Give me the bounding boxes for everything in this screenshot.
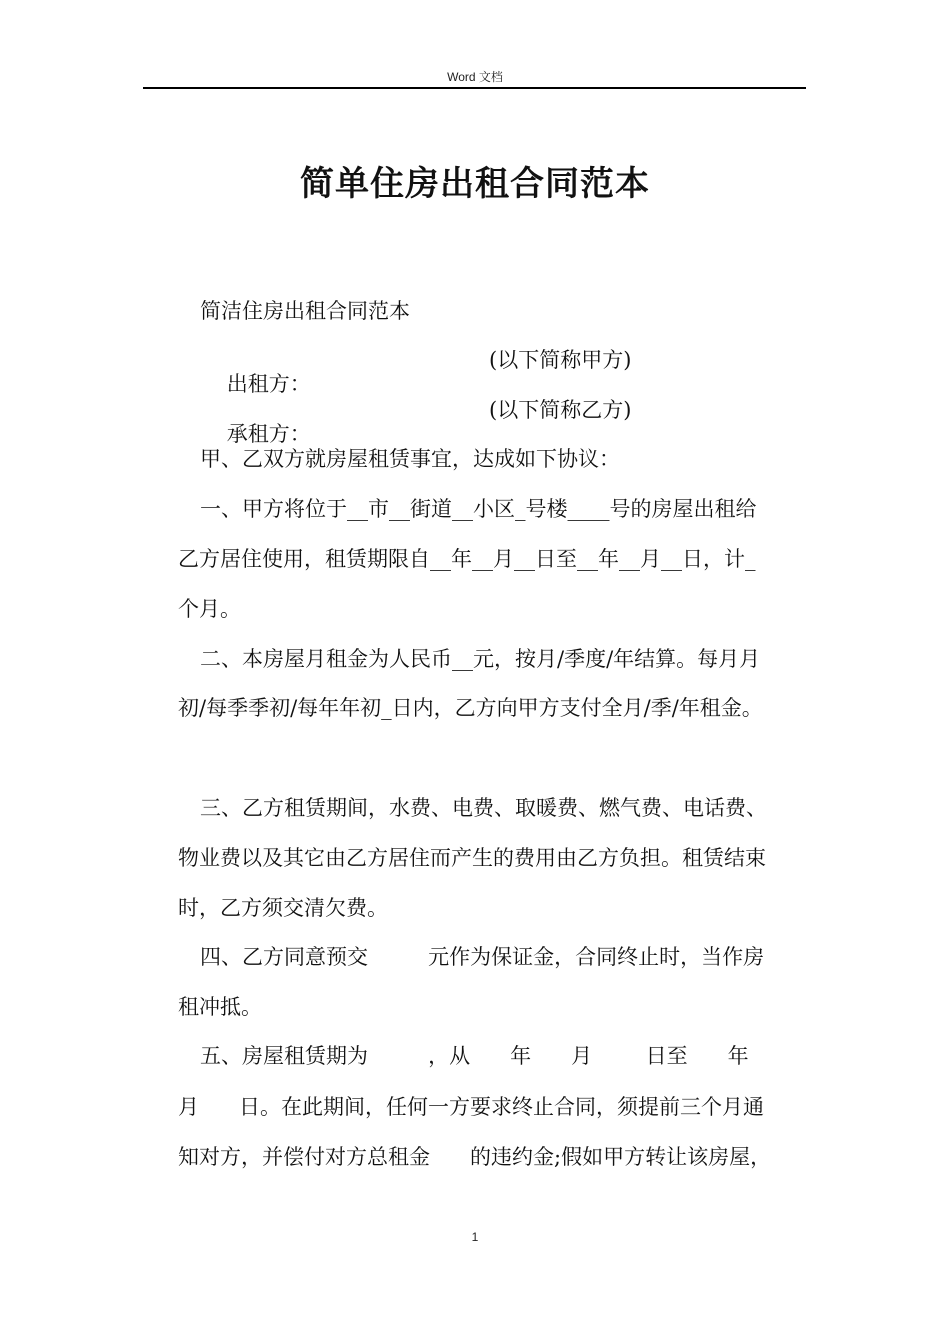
lessor-note: (以下简称甲方) [489, 348, 632, 372]
clause4-line1: 四、乙方同意预交 元作为保证金，合同终止时，当作房 [200, 945, 765, 969]
clause3-line2: 物业费以及其它由乙方居住而产生的费用由乙方负担。租赁结束 [178, 846, 766, 870]
clause5-line3: 知对方，并偿付对方总租金 的违约金;假如甲方转让该房屋， [178, 1145, 772, 1169]
clause3-line1: 三、乙方租赁期间，水费、电费、取暖费、燃气费、电话费、 [200, 796, 767, 820]
header-text: Word 文档 [447, 70, 503, 84]
clause5-line1: 五、房屋租赁期为 ，从 年 月 日至 年 [200, 1044, 749, 1068]
document-title: 简单住房出租合同范本 [300, 164, 650, 204]
clause1-line1: 一、甲方将位于__市__街道__小区_号楼____号的房屋出租给 [200, 497, 757, 521]
header-rule [143, 87, 806, 89]
page-number: 1 [471, 1230, 479, 1244]
intro-paragraph: 甲、乙双方就房屋租赁事宜，达成如下协议： [200, 447, 620, 471]
lessee-line [200, 398, 800, 494]
subtitle: 简洁住房出租合同范本 [200, 299, 410, 323]
clause4-line2: 租冲抵。 [178, 995, 262, 1019]
clause3-line3: 时，乙方须交清欠费。 [178, 896, 388, 920]
lessee-note: (以下简称乙方) [489, 398, 632, 422]
clause2-line1: 二、本房屋月租金为人民币__元，按月/季度/年结算。每月月 [200, 647, 761, 671]
clause1-line3: 个月。 [178, 597, 241, 621]
clause1-line2: 乙方居住使用，租赁期限自__年__月__日至__年__月__日，计_ [178, 547, 756, 571]
clause2-line2: 初/每季季初/每年年初_日内，乙方向甲方支付全月/季/年租金。 [178, 696, 763, 720]
clause5-line2: 月 日。在此期间，任何一方要求终止合同，须提前三个月通 [178, 1095, 765, 1119]
lessee-label: 承租方： [226, 422, 311, 446]
lessor-label: 出租方： [226, 372, 311, 396]
